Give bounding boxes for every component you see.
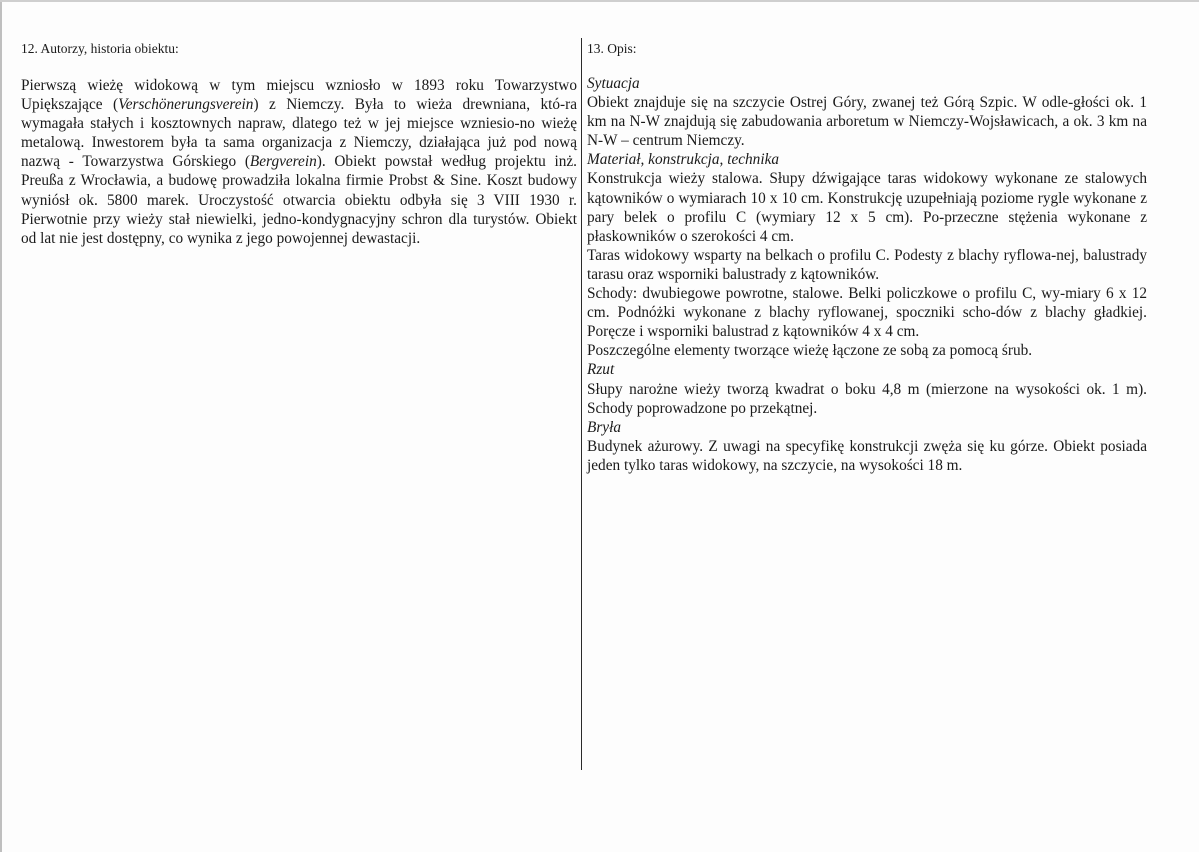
history-heading: 12. Autorzy, historia obiektu: [21, 41, 179, 56]
history-text-part-3: ). Obiekt powstał według projektu inż. Preußa z Wrocławia, a budowę prowadziła lokalna firmie Probst & Sine. Koszt budowy wyniósł ok. 5800 marek. Uroczystość otwarcia obiektu odbyła się 3 VIII 1930 r. Pierwotnie przy wieży stał niewielki, jedno-kondygnacyjny schron dla turystów. Obiekt od lat nie jest dostępny, co wynika z jego powojennej dewastacji. [21, 153, 578, 247]
bryla-text: Budynek ażurowy. Z uwagi na specyfikę konstrukcji zwęża się ku górze. Obiekt posiada jeden tylko taras widokowy, na szczycie, na wysokości 18 m. [587, 437, 1147, 474]
history-italic-bergverein: Bergverein [249, 153, 317, 171]
sytuacja-heading: Sytuacja [587, 75, 640, 92]
scan-edge-left [0, 0, 2, 852]
material-text-1: Konstrukcja wieży stalowa. Słupy dźwigające taras widokowy wykonane ze stalowych kątowników o wymiarach 10 x 10 cm. Konstrukcję uzupełniają poziome rygle wykonane z pary belek o profilu C (wymiary 12 x 5 cm). Po-przeczne stężenia wykonane z płaskowników o szerokości 4 cm. [587, 170, 1147, 245]
material-text-4: Poszczególne elementy tworzące wieżę łączone ze sobą za pomocą śrub. [587, 342, 1033, 360]
rzut-text: Słupy narożne wieży tworzą kwadrat o boku 4,8 m (mierzone na wysokości ok. 1 m). Schody poprowadzone po przekątnej. [587, 380, 1147, 417]
rzut-heading: Rzut [587, 361, 615, 379]
column-divider [581, 38, 582, 770]
history-column [21, 40, 577, 248]
description-heading: 13. Opis: [587, 41, 637, 56]
history-text-part-1: Pierwszą wieżę widokową w tym miejscu wzniosło w 1893 roku Towarzystwo Upiększające ( [21, 77, 577, 114]
history-paragraph [21, 76, 577, 248]
scan-edge-top [0, 0, 1199, 2]
sytuacja-text: Obiekt znajduje się na szczycie Ostrej Góry, zwanej też Górą Szpic. W odle-głości ok. 1 km na N-W znajdują się zabudowania arboretum w Niemczy-Wojsławicach, a ok. 3 km na N-W – centrum Niemczy. [587, 94, 1147, 150]
history-italic-verein: Verschönerungsverein [118, 96, 254, 114]
material-text-2: Taras widokowy wsparty na belkach o profilu C. Podesty z blachy ryflowa-nej, balustrady tarasu oraz wsporniki balustrady z kątowników. [587, 246, 1147, 283]
material-heading: Materiał, konstrukcja, technika [587, 151, 780, 169]
material-text-3: Schody: dwubiegowe powrotne, stalowe. Belki policzkowe o profilu C, wy-miary 6 x 12 cm. Podnóżki wykonane z blachy ryflowanej, spoczniki scho-dów z blachy gładkiej. Poręcze i wsporniki balustrad z kątowników 4 x 4 cm. [587, 285, 1147, 341]
history-text-part-2: ) z Niemczy. Była to wieża drewniana, któ-ra wymagała stałych i kosztownych napraw, dlatego też w jej miejsce wzniesio-no wieżę metalową. Inwestorem była ta sama organizacja z Niemczy, działająca już pod nową nazwą - Towarzystwa Górskiego ( [21, 96, 577, 171]
bryla-heading: Bryła [587, 418, 621, 436]
description-column [587, 40, 1147, 475]
